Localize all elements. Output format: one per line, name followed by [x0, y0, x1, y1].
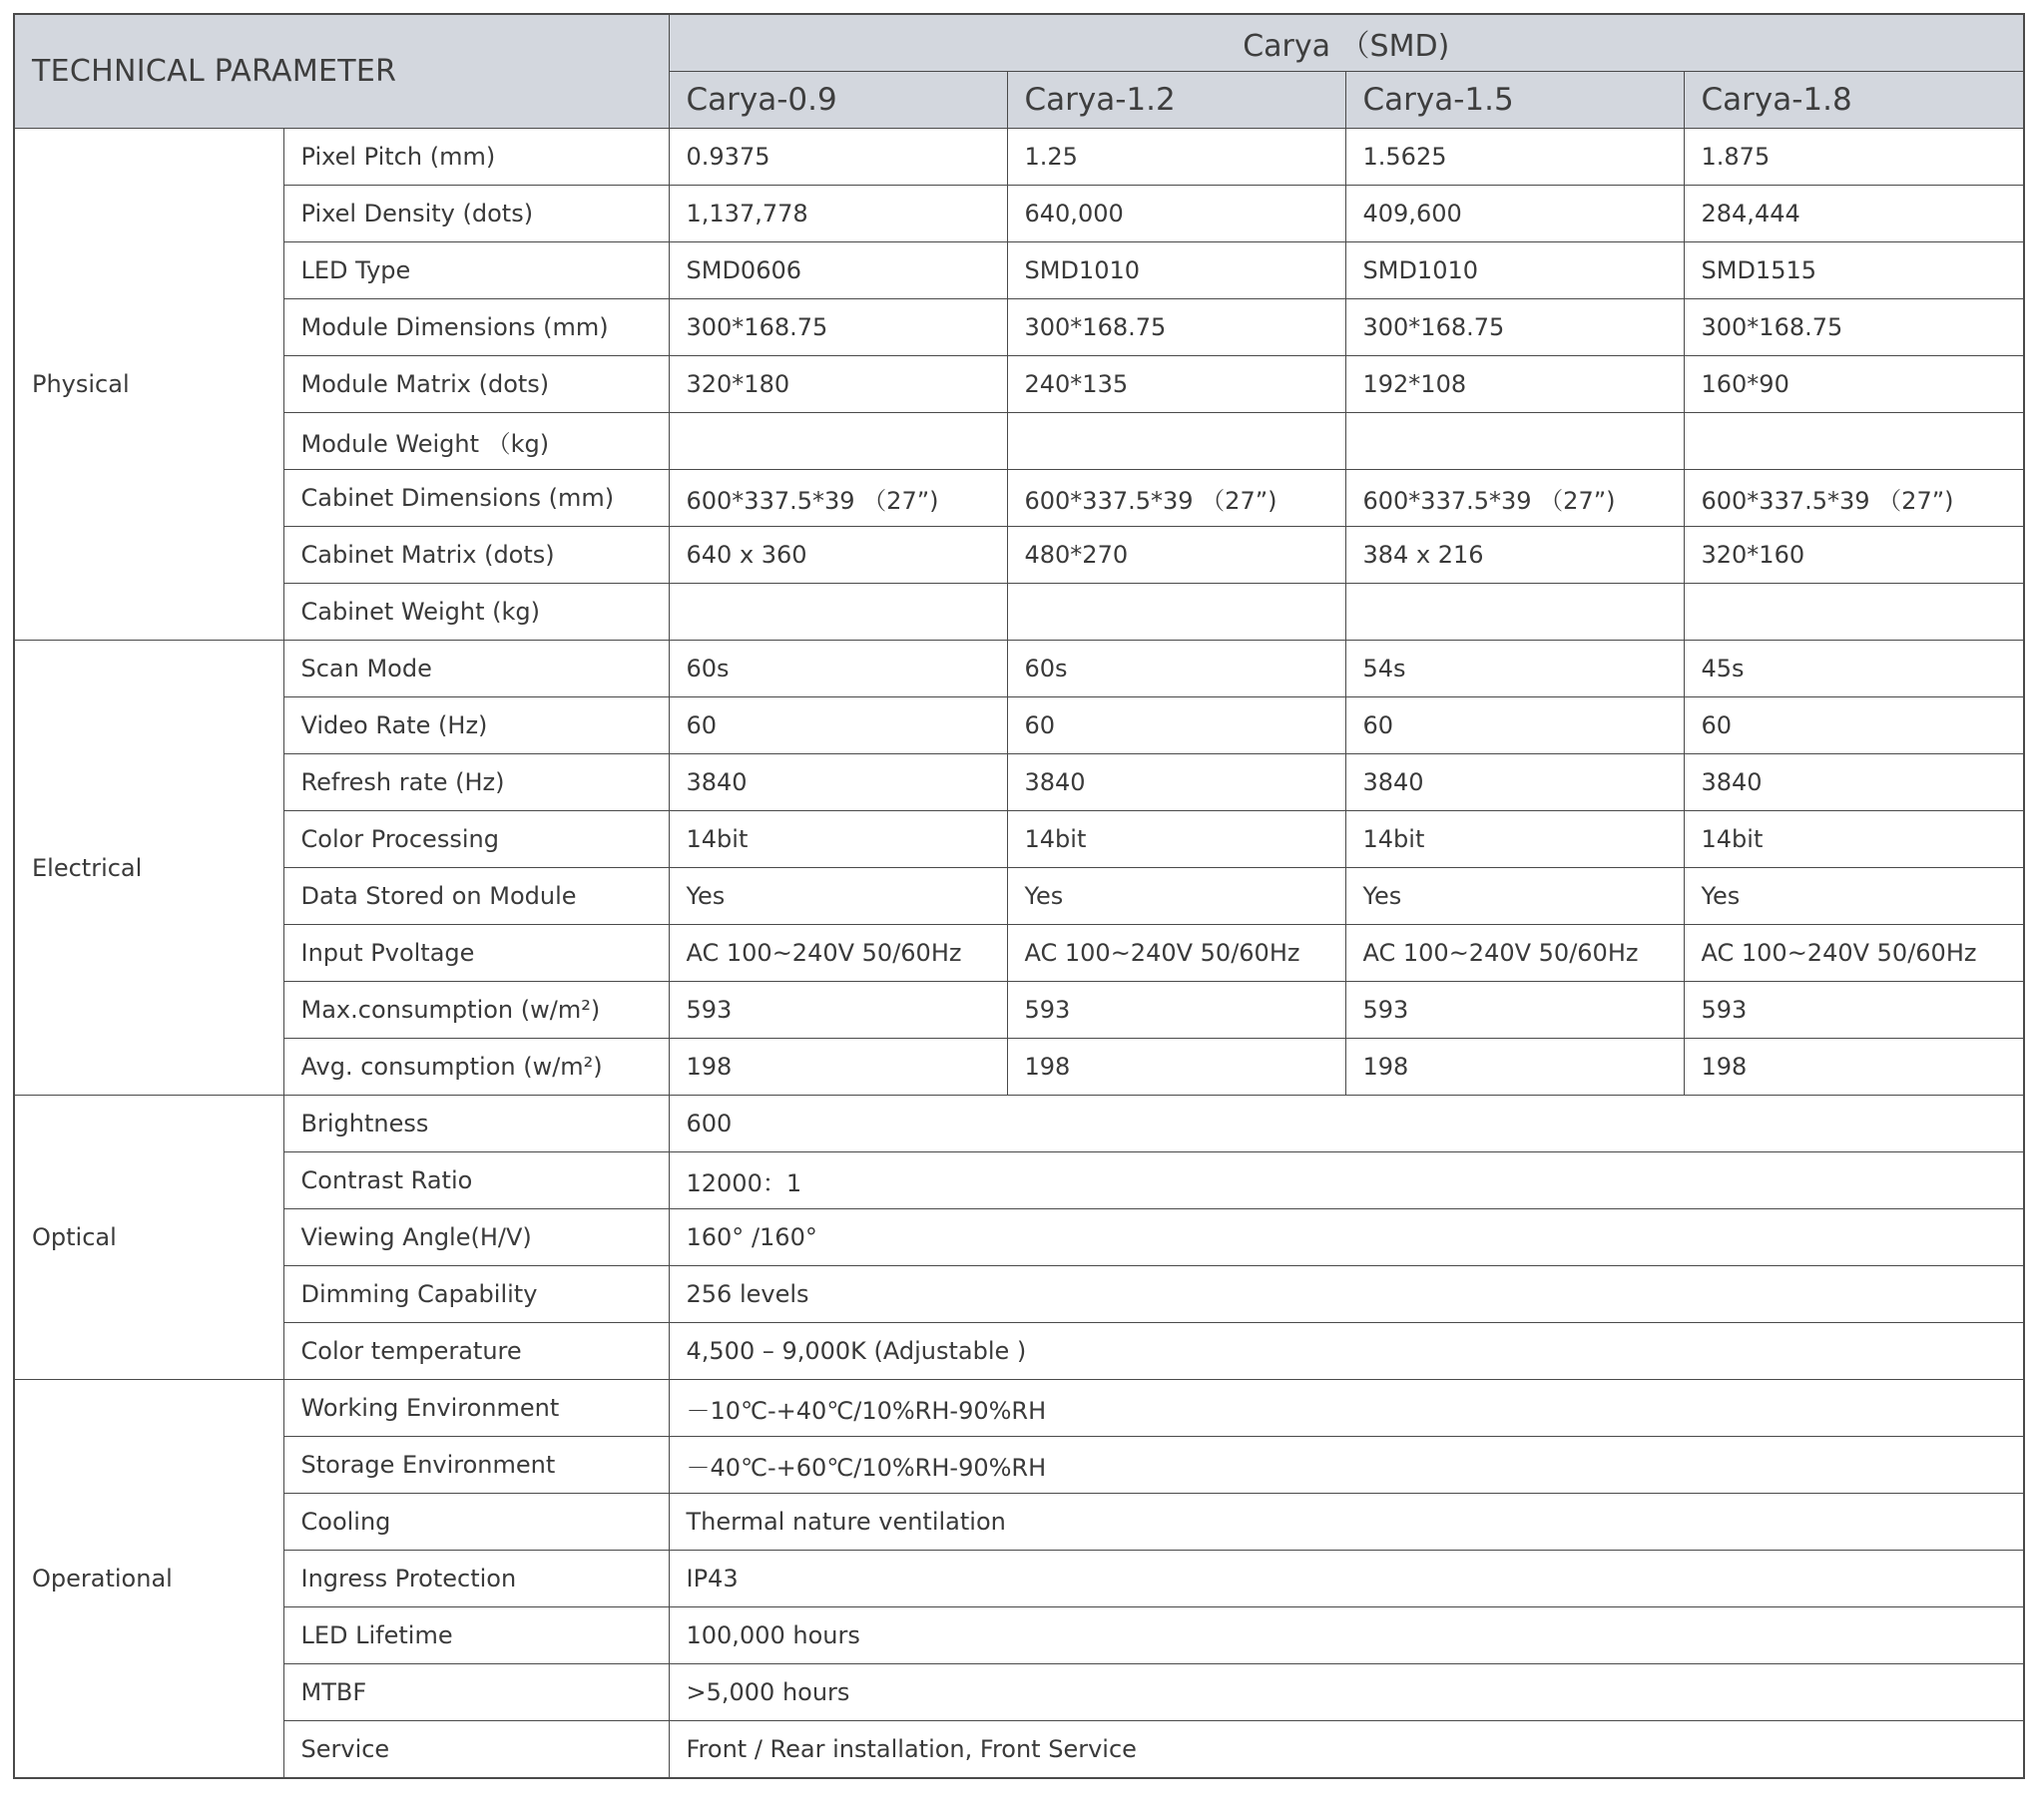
table-row	[14, 868, 2024, 925]
parameter-name: Data Stored on Module	[283, 868, 669, 925]
table-row	[14, 1096, 2024, 1152]
parameter-name: Viewing Angle(H/V)	[283, 1209, 669, 1266]
parameter-value: Yes	[669, 868, 1007, 925]
parameter-value: 198	[1345, 1039, 1684, 1096]
parameter-value: 1.875	[1684, 129, 2024, 186]
parameter-value: 60	[669, 697, 1007, 754]
parameter-value: 384 x 216	[1345, 527, 1684, 584]
parameter-value: Yes	[1345, 868, 1684, 925]
parameter-value-shared: Thermal nature ventilation	[669, 1494, 2024, 1551]
parameter-value: 320*180	[669, 356, 1007, 413]
parameter-value-shared: 100,000 hours	[669, 1607, 2024, 1664]
table-row	[14, 697, 2024, 754]
parameter-name: Cooling	[283, 1494, 669, 1551]
parameter-name: Contrast Ratio	[283, 1152, 669, 1209]
table-row	[14, 470, 2024, 527]
parameter-value: AC 100~240V 50/60Hz	[1007, 925, 1345, 982]
table-row	[14, 982, 2024, 1039]
parameter-name: Brightness	[283, 1096, 669, 1152]
parameter-value: 3840	[1007, 754, 1345, 811]
parameter-value: 3840	[1345, 754, 1684, 811]
parameter-value-shared: 12000：1	[669, 1152, 2024, 1209]
parameter-value: 45s	[1684, 641, 2024, 697]
parameter-value: 192*108	[1345, 356, 1684, 413]
parameter-name: Module Dimensions (mm)	[283, 299, 669, 356]
parameter-value-shared: Front / Rear installation, Front Service	[669, 1721, 2024, 1779]
parameter-value: 284,444	[1684, 186, 2024, 242]
parameter-value	[1684, 413, 2024, 470]
parameter-value: 300*168.75	[1345, 299, 1684, 356]
parameter-value: Yes	[1007, 868, 1345, 925]
parameter-name: Dimming Capability	[283, 1266, 669, 1323]
parameter-value: 14bit	[1007, 811, 1345, 868]
parameter-value: 60	[1345, 697, 1684, 754]
parameter-value	[1684, 584, 2024, 641]
table-row	[14, 811, 2024, 868]
technical-parameter-table	[13, 13, 2025, 1779]
parameter-value	[1345, 413, 1684, 470]
parameter-value: 409,600	[1345, 186, 1684, 242]
parameter-value: 60s	[669, 641, 1007, 697]
table-row	[14, 1323, 2024, 1380]
parameter-value: SMD0606	[669, 242, 1007, 299]
parameter-value	[669, 413, 1007, 470]
category-label-physical: Physical	[14, 129, 283, 641]
parameter-value: 14bit	[1684, 811, 2024, 868]
parameter-value: 600*337.5*39 （27”)	[1684, 470, 2024, 527]
parameter-name: Cabinet Matrix (dots)	[283, 527, 669, 584]
parameter-value: 320*160	[1684, 527, 2024, 584]
table-row	[14, 1437, 2024, 1494]
parameter-name: Avg. consumption (w/m²)	[283, 1039, 669, 1096]
parameter-value: 3840	[669, 754, 1007, 811]
parameter-value: 54s	[1345, 641, 1684, 697]
parameter-value-shared: 256 levels	[669, 1266, 2024, 1323]
parameter-value: 60s	[1007, 641, 1345, 697]
table-row	[14, 754, 2024, 811]
product-group-header: Carya （SMD)	[669, 14, 2024, 72]
parameter-value: 160*90	[1684, 356, 2024, 413]
category-label-optical: Optical	[14, 1096, 283, 1380]
parameter-value: 240*135	[1007, 356, 1345, 413]
parameter-value: AC 100~240V 50/60Hz	[1345, 925, 1684, 982]
parameter-value: AC 100~240V 50/60Hz	[669, 925, 1007, 982]
parameter-value: 60	[1007, 697, 1345, 754]
table-row	[14, 1494, 2024, 1551]
parameter-value: SMD1010	[1345, 242, 1684, 299]
spec-sheet	[13, 13, 2023, 1779]
table-row	[14, 356, 2024, 413]
parameter-value: 593	[1007, 982, 1345, 1039]
parameter-value: 1,137,778	[669, 186, 1007, 242]
parameter-value-shared: －10℃-+40℃/10%RH-90%RH	[669, 1380, 2024, 1437]
parameter-name: Ingress Protection	[283, 1551, 669, 1607]
table-row	[14, 1152, 2024, 1209]
parameter-value: Yes	[1684, 868, 2024, 925]
parameter-value: 300*168.75	[1684, 299, 2024, 356]
category-label-operational: Operational	[14, 1380, 283, 1779]
parameter-value: SMD1010	[1007, 242, 1345, 299]
parameter-name: Cabinet Dimensions (mm)	[283, 470, 669, 527]
parameter-name: Refresh rate (Hz)	[283, 754, 669, 811]
parameter-value	[669, 584, 1007, 641]
parameter-name: Color temperature	[283, 1323, 669, 1380]
parameter-value: 300*168.75	[669, 299, 1007, 356]
parameter-name: Video Rate (Hz)	[283, 697, 669, 754]
table-body	[14, 129, 2024, 1779]
parameter-name: LED Type	[283, 242, 669, 299]
parameter-value: 480*270	[1007, 527, 1345, 584]
parameter-name: Max.consumption (w/m²)	[283, 982, 669, 1039]
table-row	[14, 1209, 2024, 1266]
header-row-group	[14, 14, 2024, 72]
parameter-value: 593	[1345, 982, 1684, 1039]
parameter-value-shared: 4,500 – 9,000K (Adjustable )	[669, 1323, 2024, 1380]
table-row	[14, 1266, 2024, 1323]
parameter-value	[1007, 413, 1345, 470]
table-row	[14, 242, 2024, 299]
parameter-value: AC 100~240V 50/60Hz	[1684, 925, 2024, 982]
table-title: TECHNICAL PARAMETER	[14, 14, 669, 129]
parameter-value: 640,000	[1007, 186, 1345, 242]
parameter-value	[1345, 584, 1684, 641]
parameter-value-shared: IP43	[669, 1551, 2024, 1607]
parameter-name: MTBF	[283, 1664, 669, 1721]
parameter-value-shared: －40℃-+60℃/10%RH-90%RH	[669, 1437, 2024, 1494]
parameter-value: 3840	[1684, 754, 2024, 811]
parameter-value: SMD1515	[1684, 242, 2024, 299]
parameter-name: Module Matrix (dots)	[283, 356, 669, 413]
parameter-name: Pixel Pitch (mm)	[283, 129, 669, 186]
parameter-value: 600*337.5*39 （27”)	[669, 470, 1007, 527]
parameter-name: Module Weight （kg)	[283, 413, 669, 470]
parameter-value: 1.25	[1007, 129, 1345, 186]
parameter-name: Input Pvoltage	[283, 925, 669, 982]
parameter-value: 14bit	[1345, 811, 1684, 868]
model-header: Carya-1.2	[1007, 72, 1345, 129]
parameter-value: 600*337.5*39 （27”)	[1345, 470, 1684, 527]
table-row	[14, 299, 2024, 356]
parameter-value: 198	[1684, 1039, 2024, 1096]
parameter-name: Service	[283, 1721, 669, 1779]
parameter-value-shared: >5,000 hours	[669, 1664, 2024, 1721]
table-row	[14, 1607, 2024, 1664]
parameter-name: Pixel Density (dots)	[283, 186, 669, 242]
parameter-value: 60	[1684, 697, 2024, 754]
table-row	[14, 1039, 2024, 1096]
model-header: Carya-1.8	[1684, 72, 2024, 129]
parameter-value: 600*337.5*39 （27”)	[1007, 470, 1345, 527]
parameter-value: 593	[1684, 982, 2024, 1039]
parameter-name: Working Environment	[283, 1380, 669, 1437]
parameter-value	[1007, 584, 1345, 641]
table-row	[14, 413, 2024, 470]
parameter-value: 198	[1007, 1039, 1345, 1096]
table-row	[14, 129, 2024, 186]
table-row	[14, 1664, 2024, 1721]
parameter-name: Cabinet Weight (kg)	[283, 584, 669, 641]
model-header: Carya-1.5	[1345, 72, 1684, 129]
table-row	[14, 925, 2024, 982]
parameter-name: LED Lifetime	[283, 1607, 669, 1664]
table-row	[14, 1380, 2024, 1437]
parameter-value-shared: 160° /160°	[669, 1209, 2024, 1266]
parameter-value: 1.5625	[1345, 129, 1684, 186]
model-header: Carya-0.9	[669, 72, 1007, 129]
category-label-electrical: Electrical	[14, 641, 283, 1096]
parameter-value-shared: 600	[669, 1096, 2024, 1152]
parameter-name: Scan Mode	[283, 641, 669, 697]
table-row	[14, 1721, 2024, 1779]
parameter-value: 14bit	[669, 811, 1007, 868]
table-row	[14, 584, 2024, 641]
table-row	[14, 527, 2024, 584]
parameter-value: 0.9375	[669, 129, 1007, 186]
parameter-value: 300*168.75	[1007, 299, 1345, 356]
table-row	[14, 186, 2024, 242]
table-row	[14, 641, 2024, 697]
parameter-value: 640 x 360	[669, 527, 1007, 584]
parameter-value: 593	[669, 982, 1007, 1039]
parameter-value: 198	[669, 1039, 1007, 1096]
parameter-name: Storage Environment	[283, 1437, 669, 1494]
parameter-name: Color Processing	[283, 811, 669, 868]
table-row	[14, 1551, 2024, 1607]
